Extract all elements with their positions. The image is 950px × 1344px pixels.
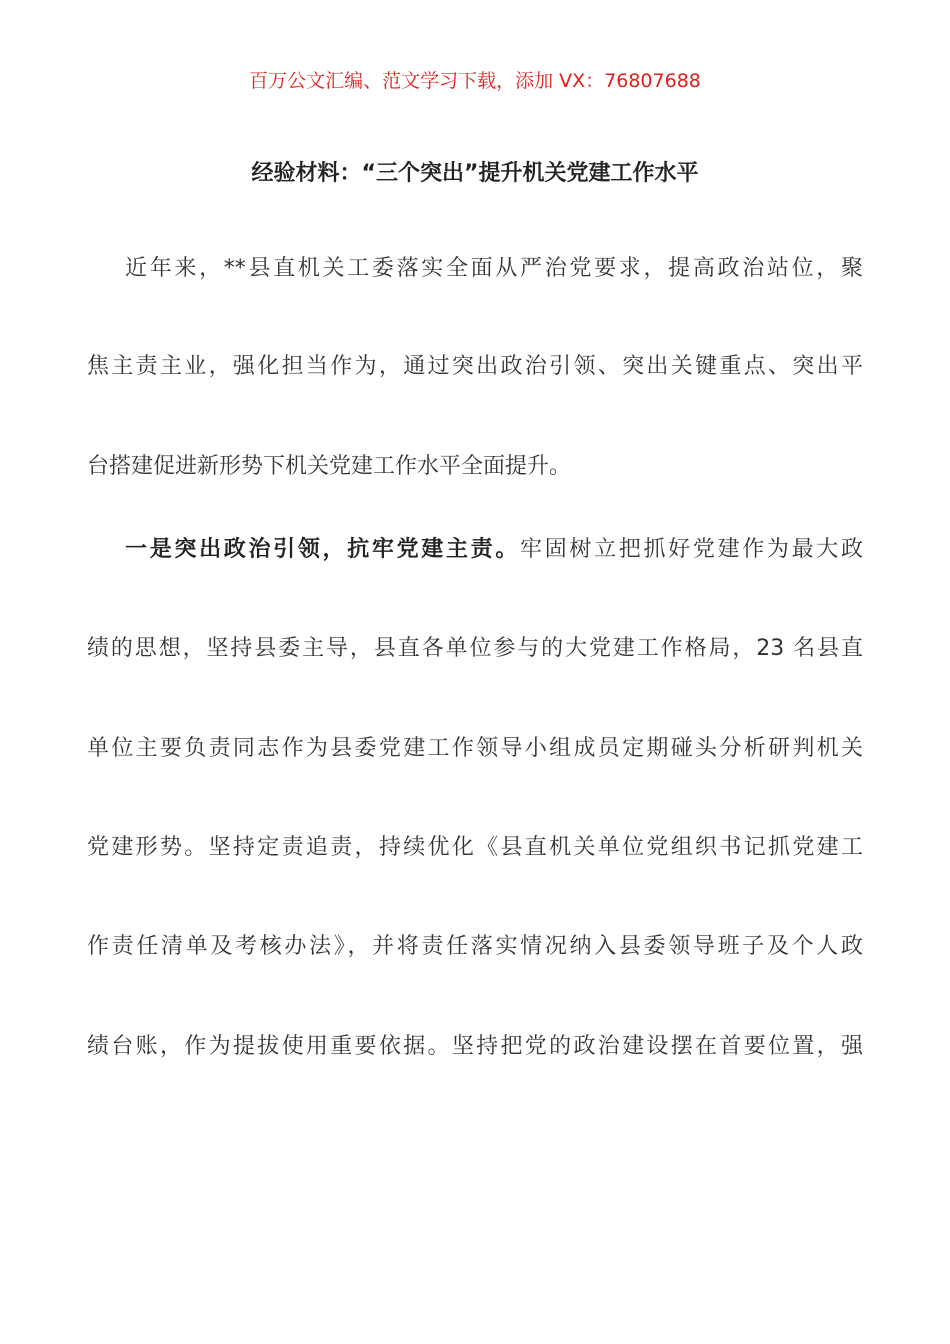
paragraph-1-line-1: 近年来，**县直机关工委落实全面从严治党要求，提高政治站位，聚	[125, 256, 863, 281]
document-title: 经验材料：“三个突出”提升机关党建工作水平	[251, 161, 699, 186]
paragraph-2-line-1-text: 牢固树立把抓好党建作为最大政	[520, 537, 863, 562]
paragraph-1-line-2: 焦主责主业，强化担当作为，通过突出政治引领、突出关键重点、突出平	[87, 354, 863, 379]
paragraph-2-line-4: 党建形势。坚持定责追责，持续优化《县直机关单位党组织书记抓党建工	[87, 835, 863, 860]
paragraph-2-line-1	[87, 533, 863, 567]
paragraph-2-line-2: 绩的思想，坚持县委主导，县直各单位参与的大党建工作格局，23 名县直	[87, 636, 863, 661]
paragraph-1-line-3: 台搭建促进新形势下机关党建工作水平全面提升。	[87, 454, 572, 479]
header-watermark-note: 百万公文汇编、范文学习下载，添加 VX：76807688	[249, 70, 701, 92]
paragraph-2-line-5: 作责任清单及考核办法》，并将责任落实情况纳入县委领导班子及个人政	[87, 934, 863, 959]
paragraph-2-line-6: 绩台账，作为提拔使用重要依据。坚持把党的政治建设摆在首要位置，强	[87, 1034, 863, 1059]
paragraph-2-lead-heading: 一是突出政治引领，抗牢党建主责。	[125, 537, 521, 562]
paragraph-2-line-3: 单位主要负责同志作为县委党建工作领导小组成员定期碰头分析研判机关	[87, 736, 863, 761]
